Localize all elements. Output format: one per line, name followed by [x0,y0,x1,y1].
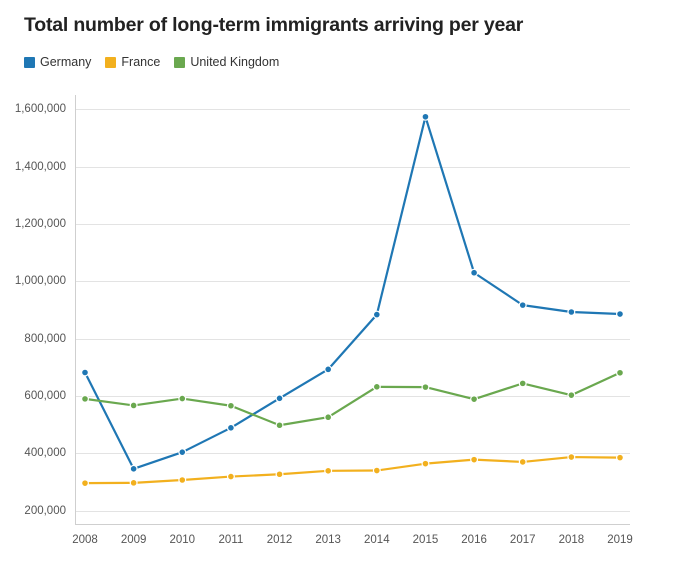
x-tick-label: 2009 [120,534,147,546]
data-point[interactable] [82,369,89,376]
y-tick-label: 1,000,000 [14,275,66,288]
y-axis-labels [0,95,66,525]
series-lines [75,95,630,525]
data-point[interactable] [325,467,332,474]
x-tick-label: 2018 [558,534,585,546]
data-point[interactable] [228,473,235,480]
data-point[interactable] [276,471,283,478]
chart-title: Total number of long-term immigrants arriving per year [24,14,524,36]
data-point[interactable] [228,402,235,409]
data-point[interactable] [422,384,429,391]
data-point[interactable] [422,113,429,120]
x-axis-labels [72,534,633,554]
series-line [85,373,620,425]
legend-label: France [121,55,161,69]
y-tick-label: 1,600,000 [14,103,66,116]
y-tick-label: 800,000 [24,332,66,345]
data-point[interactable] [130,479,137,486]
data-point[interactable] [179,477,186,484]
data-point[interactable] [373,467,380,474]
data-point[interactable] [179,449,186,456]
x-tick-label: 2013 [315,534,341,546]
data-point[interactable] [568,392,575,399]
data-point[interactable] [82,395,89,402]
x-tick-label: 2019 [607,534,633,546]
x-tick-label: 2011 [218,534,244,546]
x-tick-label: 2008 [72,534,98,546]
legend-swatch-icon [174,57,185,68]
y-tick-label: 1,200,000 [14,218,66,230]
data-point[interactable] [373,311,380,318]
data-point[interactable] [373,383,380,390]
legend-item[interactable] [105,55,160,69]
data-point[interactable] [325,414,332,421]
y-tick-label: 600,000 [24,390,66,402]
data-point[interactable] [130,465,137,472]
legend-item[interactable] [24,55,91,69]
x-tick-label: 2012 [266,534,293,546]
x-tick-label: 2014 [364,534,390,546]
data-point[interactable] [617,311,624,318]
data-point[interactable] [471,396,478,403]
y-tick-label: 1,400,000 [14,160,66,173]
chart-legend [24,55,279,69]
y-tick-label: 200,000 [24,504,66,517]
data-point[interactable] [519,302,526,309]
data-point[interactable] [471,269,478,276]
data-point[interactable] [325,366,332,373]
y-tick-label: 400,000 [24,447,66,460]
data-point[interactable] [519,459,526,466]
legend-label: United Kingdom [190,55,280,69]
data-point[interactable] [228,424,235,431]
data-point[interactable] [568,309,575,316]
data-point[interactable] [179,395,186,402]
legend-label: Germany [40,55,92,69]
data-point[interactable] [471,456,478,463]
x-tick-label: 2015 [412,534,439,546]
legend-item[interactable] [174,55,279,69]
data-point[interactable] [519,380,526,387]
x-tick-label: 2017 [509,534,536,546]
legend-swatch-icon [105,57,116,68]
data-point[interactable] [568,454,575,461]
data-point[interactable] [617,369,624,376]
data-point[interactable] [422,460,429,467]
data-point[interactable] [617,454,624,461]
plot-area [75,95,630,525]
data-point[interactable] [130,402,137,409]
x-tick-label: 2010 [169,534,196,546]
series-line [85,457,620,483]
legend-swatch-icon [24,57,35,68]
data-point[interactable] [276,395,283,402]
data-point[interactable] [276,422,283,429]
data-point[interactable] [82,480,89,487]
series-line [85,117,620,469]
x-tick-label: 2016 [461,534,487,546]
